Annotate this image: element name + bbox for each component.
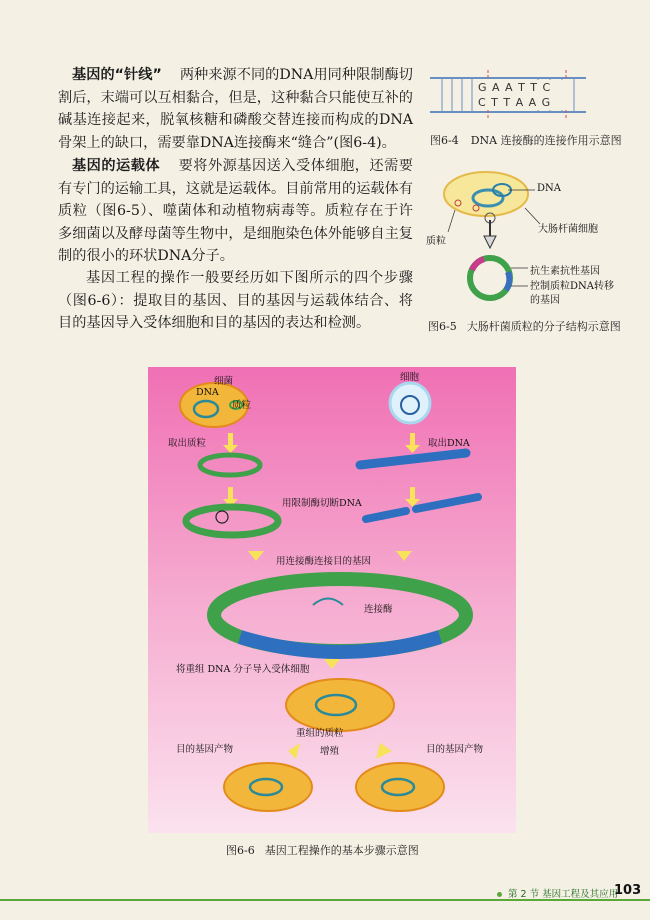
label-transfer-gene: 控制质粒DNA转移的基因 xyxy=(530,281,614,306)
page-number: 103 xyxy=(614,883,642,898)
label-ligate-gene: 用连接酶连接目的基因 xyxy=(276,556,372,567)
paragraph-steps xyxy=(58,267,413,335)
paragraph-steps-text: 基因工程的操作一般要经历如下图所示的四个步骤（图6-6）：提取目的基因、目的基因与运载体结合、将目的基因导入受体细胞和目的基因的表达和检测。 xyxy=(58,270,413,332)
figure-6-6-number: 图6-6 xyxy=(226,844,255,857)
label-bacterium-plasmid: 质粒 xyxy=(232,400,252,411)
label-take-dna: 取出DNA xyxy=(428,438,470,449)
figure-6-6 xyxy=(148,367,516,833)
heading-needle-thread: 基因的“针线” xyxy=(72,67,162,83)
label-gene-product-left: 目的基因产物 xyxy=(176,744,234,755)
paragraph-ligase-text: 两种来源不同的DNA用同种限制酶切割后，末端可以互相黏合，但是，这种黏合只能使互补的碱基连接起来，脱氧核糖和磷酸交替连接而构成的DNA骨架上的缺口，需要靠DNA连接酶来“缝合”(图6-4)。 xyxy=(58,67,413,151)
figure-6-5-title: 大肠杆菌质粒的分子结构示意图 xyxy=(466,320,621,333)
label-dna: DNA xyxy=(537,183,561,194)
label-introduce-dna: 将重组 DNA 分子导入受体细胞 xyxy=(176,664,310,675)
figure-6-5 xyxy=(420,168,640,358)
label-plasmid: 质粒 xyxy=(426,236,446,247)
dna-bottom-sequence: C T T A A G xyxy=(478,96,552,109)
label-recombinant-plasmid: 重组的质粒 xyxy=(296,728,344,739)
figure-6-5-number: 图6-5 xyxy=(428,320,457,333)
paragraph-vector-text: 要将外源基因送入受体细胞，还需要有专门的运输工具，这就是运载体。目前常用的运载体有质粒（图6-5）、噬菌体和动植物病毒等。质粒存在于许多细菌以及酵母菌等生物中，是细胞染色体外能够自主复制的很小的环状DNA分子。 xyxy=(58,158,413,265)
label-ligase: 连接酶 xyxy=(364,604,393,615)
footer-dot xyxy=(497,892,502,897)
figure-6-6-title: 基因工程操作的基本步骤示意图 xyxy=(264,844,419,857)
label-cell: 细胞 xyxy=(400,372,420,383)
paragraph-vector xyxy=(58,155,413,268)
figure-6-4-number: 图6-4 xyxy=(430,134,459,147)
figure-6-4 xyxy=(428,66,628,161)
figure-6-6-caption xyxy=(226,842,486,859)
figure-6-5-caption xyxy=(428,318,638,335)
paragraph-ligase xyxy=(58,64,413,154)
label-bacterium: 细菌 xyxy=(214,376,234,387)
footer-section-title: 第 2 节 基因工程及其应用 xyxy=(508,889,619,900)
label-proliferate: 增殖 xyxy=(320,746,340,757)
dna-top-sequence: G A A T T C xyxy=(478,81,552,94)
label-bacterium-dna: DNA xyxy=(196,387,219,398)
label-take-plasmid: 取出质粒 xyxy=(168,438,207,449)
heading-vector: 基因的运载体 xyxy=(72,158,161,174)
label-ecoli-cell: 大肠杆菌细胞 xyxy=(538,224,598,235)
label-resistance-gene: 抗生素抗性基因 xyxy=(530,266,600,277)
figure-6-4-title: DNA 连接酶的连接作用示意图 xyxy=(470,134,622,147)
figure-6-4-caption xyxy=(430,132,630,149)
label-gene-product-right: 目的基因产物 xyxy=(426,744,484,755)
label-cut-with-enzyme: 用限制酶切断DNA xyxy=(282,498,362,509)
